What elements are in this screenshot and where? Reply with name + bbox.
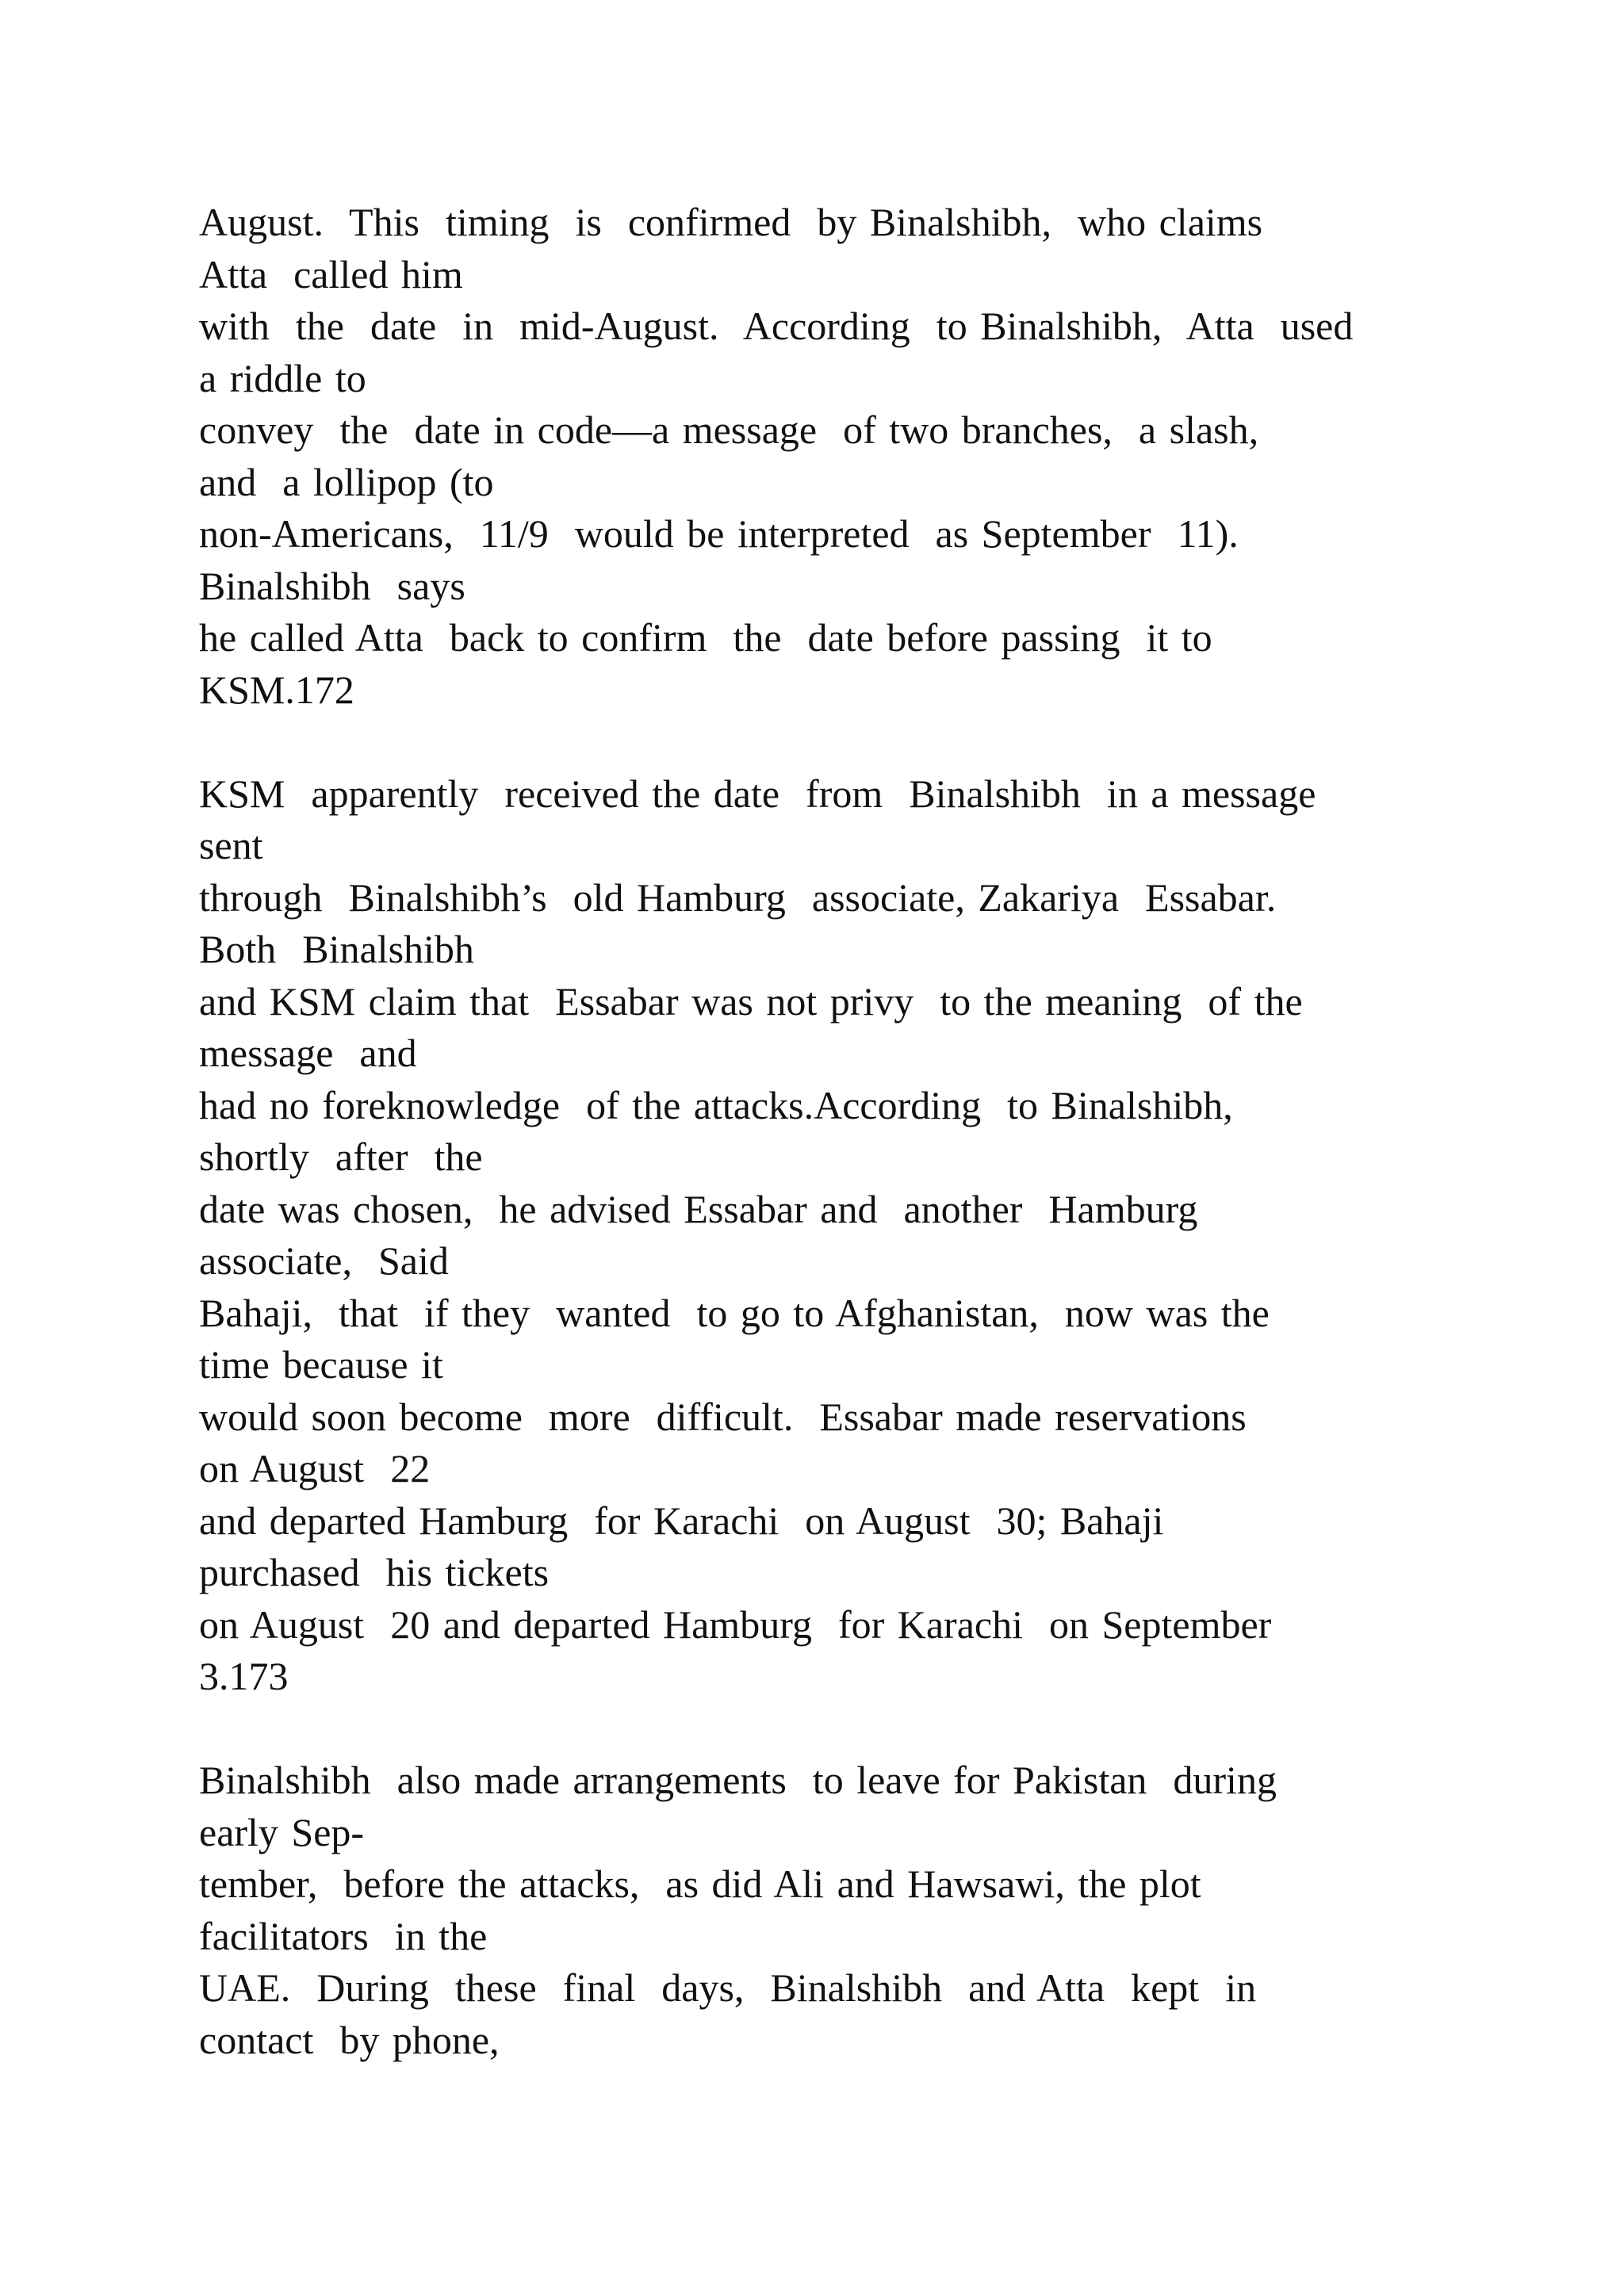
text-line: tember, before the attacks, as did Ali and Hawsawi, the plot — [199, 1862, 1201, 1906]
text-line: shortly after the — [199, 1135, 483, 1179]
text-line: Binalshibh says — [199, 563, 465, 608]
text-line: Both Binalshibh — [199, 927, 474, 971]
text-line: purchased his tickets — [199, 1550, 550, 1594]
text-line: Binalshibh also made arrangements to leave for Pakistan during — [199, 1758, 1277, 1802]
text-line: a riddle to — [199, 355, 366, 400]
text-line: UAE. During these final days, Binalshibh and Atta kept in — [199, 1965, 1257, 2010]
text-line: Bahaji, that if they wanted to go to Afghanistan, now was the — [199, 1290, 1270, 1335]
text-line: with the date in mid-August. According to Binalshibh, Atta used — [199, 304, 1354, 348]
text-line: date was chosen, he advised Essabar and another Hamburg — [199, 1186, 1198, 1231]
text-line: on August 20 and departed Hamburg for Karachi on September — [199, 1601, 1272, 1647]
body-text — [199, 197, 1547, 2066]
text-line: on August 22 — [199, 1446, 431, 1490]
text-line: August. This timing is confirmed by Binalshibh, who claims — [199, 200, 1263, 244]
text-line: 3.173 — [199, 1654, 289, 1698]
text-line: Atta called him — [199, 251, 463, 297]
text-line: through Binalshibh’s old Hamburg associate, Zakariya Essabar. — [199, 874, 1277, 920]
text-line: and a lollipop (to — [199, 459, 494, 504]
text-line: contact by phone, — [199, 2017, 500, 2062]
text-line: message and — [199, 1031, 417, 1075]
paragraph-gap — [199, 716, 1547, 768]
text-line: time because it — [199, 1342, 443, 1387]
text-line: and KSM claim that Essabar was not privy to the meaning of the — [199, 978, 1303, 1024]
text-line: and departed Hamburg for Karachi on August 30; Bahaji — [199, 1498, 1164, 1543]
text-line: early Sep- — [199, 1809, 365, 1854]
text-line: facilitators in the — [199, 1913, 488, 1958]
paragraph-gap — [199, 1703, 1547, 1755]
text-line: sent — [199, 823, 263, 867]
text-line: had no foreknowledge of the attacks.According to Binalshibh, — [199, 1082, 1233, 1127]
text-line: non-Americans, 11/9 would be interpreted as September 11). — [199, 511, 1239, 556]
text-line: would soon become more difficult. Essabar made reservations — [199, 1394, 1247, 1439]
paragraph-2 — [199, 768, 1547, 1703]
text-line: he called Atta back to confirm the date before passing it to — [199, 615, 1212, 660]
text-line: KSM apparently received the date from Binalshibh in a message — [199, 771, 1316, 816]
text-line: associate, Said — [199, 1238, 449, 1283]
text-line: KSM.172 — [199, 667, 354, 712]
paragraph-3 — [199, 1755, 1547, 2066]
text-line: convey the date in code—a message of two branches, a slash, — [199, 408, 1259, 452]
paragraph-1 — [199, 197, 1547, 716]
